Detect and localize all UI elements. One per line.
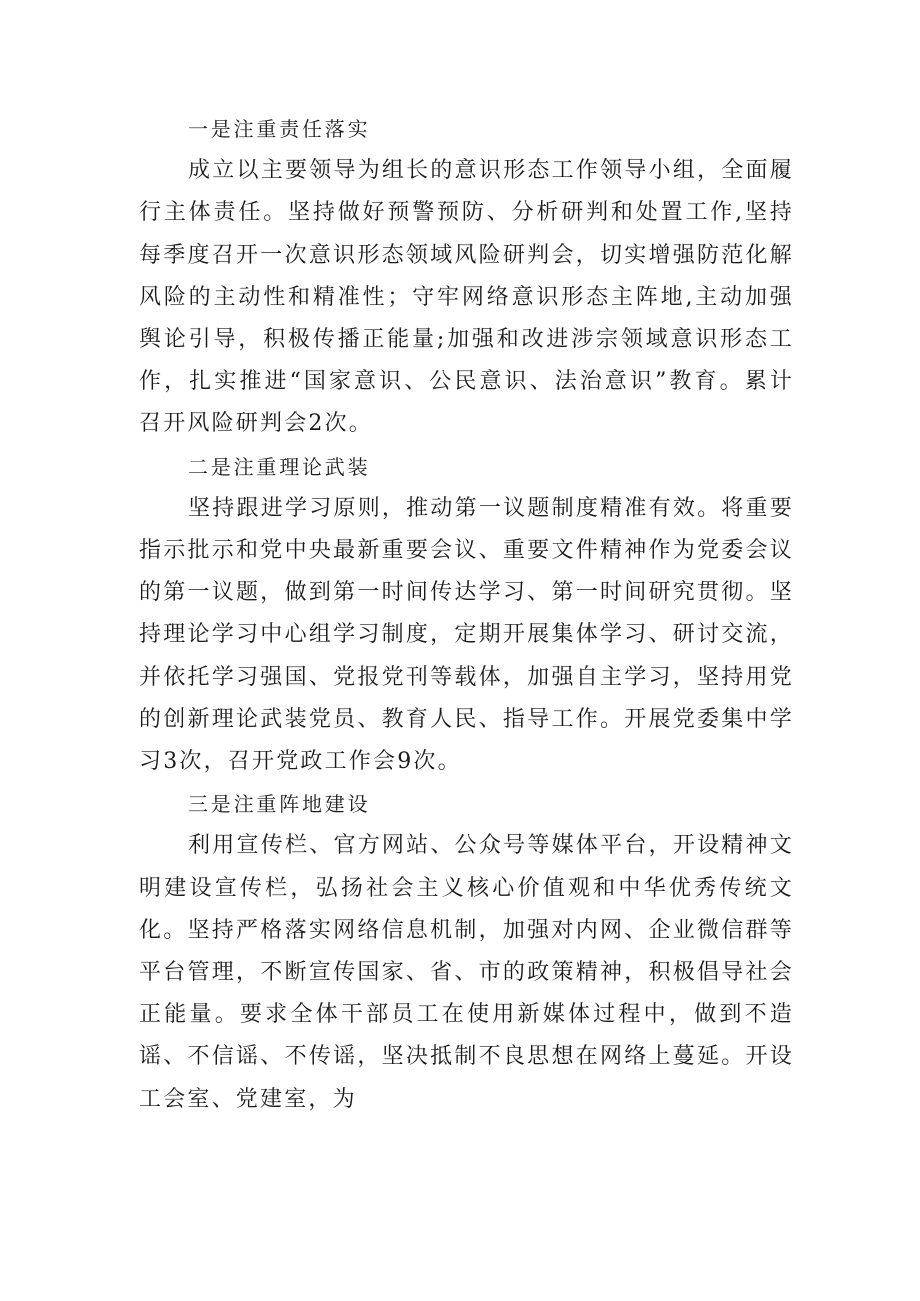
- section-heading-theory: 二是注重理论武装: [188, 454, 371, 479]
- section-paragraph-position-building: 利用宣传栏、官方网站、公众号等媒体平台，开设精神文明建设宣传栏，弘扬社会主义核心价值观和中华优秀传统文化。坚持严格落实网络信息机制，加强对内网、企业微信群等平台管理，不断宣传国家、省、市的政策精神，积极倡导社会正能量。要求全体干部员工在使用新媒体过程中，做到不造谣、不信谣、不传谣，坚决抵制不良思想在网络上蔓延。开设工会室、党建室，为: [139, 833, 794, 1112]
- section-paragraph-responsibility: 成立以主要领导为组长的意识形态工作领导小组，全面履行主体责任。坚持做好预警预防、分析研判和处置工作,坚持每季度召开一次意识形态领域风险研判会，切实增强防范化解风险的主动性和精准性；守牢网络意识形态主阵地,主动加强舆论引导，积极传播正能量;加强和改进涉宗领域意识形态工作，扎实推进“国家意识、公民意识、法治意识”教育。累计召开风险研判会2次。: [139, 158, 794, 437]
- section-paragraph-theory: 坚持跟进学习原则，推动第一议题制度精准有效。将重要指示批示和党中央最新重要会议、重要文件精神作为党委会议的第一议题，做到第一时间传达学习、第一时间研究贯彻。坚持理论学习中心组学习制度，定期开展集体学习、研讨交流，并依托学习强国、党报党刊等载体，加强自主学习，坚持用党的创新理论武装党员、教育人民、指导工作。开展党委集中学习3次，召开党政工作会9次。: [139, 495, 794, 775]
- section-heading-responsibility: 一是注重责任落实: [188, 117, 371, 141]
- document-body: [139, 108, 794, 1121]
- section-heading-position-building: 三是注重阵地建设: [188, 792, 371, 817]
